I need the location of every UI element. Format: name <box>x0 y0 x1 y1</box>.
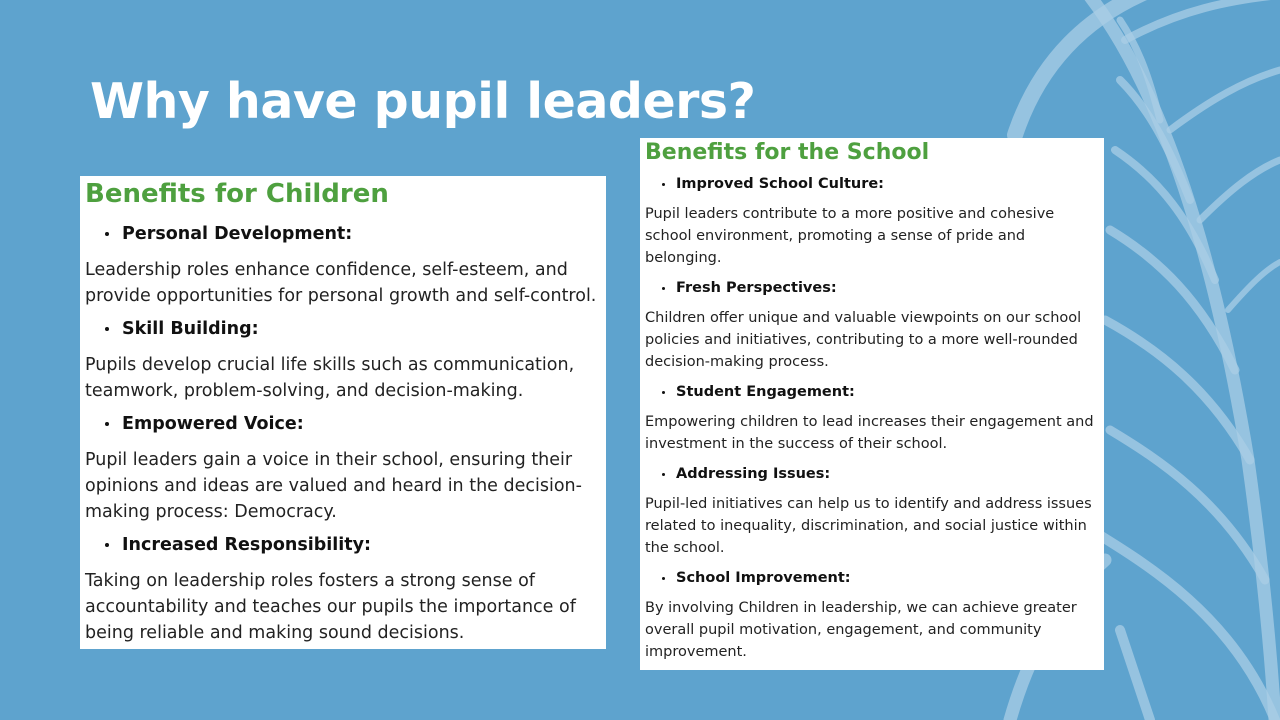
benefit-title: Fresh Perspectives: <box>676 280 837 296</box>
benefit-item <box>645 465 1104 559</box>
benefit-item <box>85 413 606 525</box>
benefit-title: Skill Building: <box>122 319 259 339</box>
benefit-title: Personal Development: <box>122 224 353 244</box>
benefit-item <box>85 534 606 646</box>
benefit-description: Pupil-led initiatives can help us to identify and address issues related to inequality, discrimination, and social justice within the school. <box>645 496 1092 556</box>
benefit-title: Student Engagement: <box>676 384 855 400</box>
bullet-dot-icon <box>662 577 665 580</box>
bullet-dot-icon <box>105 422 109 426</box>
panel-heading: Benefits for Children <box>85 179 389 209</box>
benefits-children-panel <box>80 176 606 649</box>
bullet-dot-icon <box>105 327 109 331</box>
bullet-dot-icon <box>662 391 665 394</box>
slide-title: Why have pupil leaders? <box>90 73 756 130</box>
benefit-item <box>645 569 1104 663</box>
benefit-item <box>645 383 1104 455</box>
benefit-title: Improved School Culture: <box>676 176 884 192</box>
benefit-title: Addressing Issues: <box>676 466 831 482</box>
benefit-description: Pupil leaders contribute to a more positive and cohesive school environment, promoting a sense of pride and belonging. <box>645 206 1055 266</box>
benefit-list <box>85 223 606 646</box>
benefit-item <box>85 223 606 309</box>
bullet-dot-icon <box>662 183 665 186</box>
benefit-description: Children offer unique and valuable viewpoints on our school policies and initiatives, contributing to a more well-rounded decision-making process. <box>645 310 1082 370</box>
benefit-description: Pupil leaders gain a voice in their school, ensuring their opinions and ideas are valued and heard in the decision-making process: Democracy. <box>85 450 582 522</box>
benefit-item <box>645 175 1104 269</box>
bullet-dot-icon <box>105 232 109 236</box>
benefit-title: School Improvement: <box>676 570 851 586</box>
benefit-title: Increased Responsibility: <box>122 535 372 555</box>
bullet-dot-icon <box>662 473 665 476</box>
benefit-item <box>85 318 606 404</box>
bullet-dot-icon <box>105 543 109 547</box>
benefit-description: By involving Children in leadership, we can achieve greater overall pupil motivation, engagement, and community improvement. <box>645 600 1077 660</box>
benefit-description: Pupils develop crucial life skills such as communication, teamwork, problem-solving, and decision-making. <box>85 355 575 401</box>
benefit-description: Taking on leadership roles fosters a strong sense of accountability and teaches our pupils the importance of being reliable and making sound decisions. <box>85 571 576 643</box>
benefit-description: Leadership roles enhance confidence, self-esteem, and provide opportunities for personal growth and self-control. <box>85 260 597 306</box>
panel-heading: Benefits for the School <box>645 140 930 165</box>
bullet-dot-icon <box>662 287 665 290</box>
benefit-list <box>645 175 1104 663</box>
benefits-school-panel <box>640 138 1104 670</box>
benefit-description: Empowering children to lead increases their engagement and investment in the success of their school. <box>645 414 1094 452</box>
benefit-item <box>645 279 1104 373</box>
benefit-title: Empowered Voice: <box>122 414 304 434</box>
